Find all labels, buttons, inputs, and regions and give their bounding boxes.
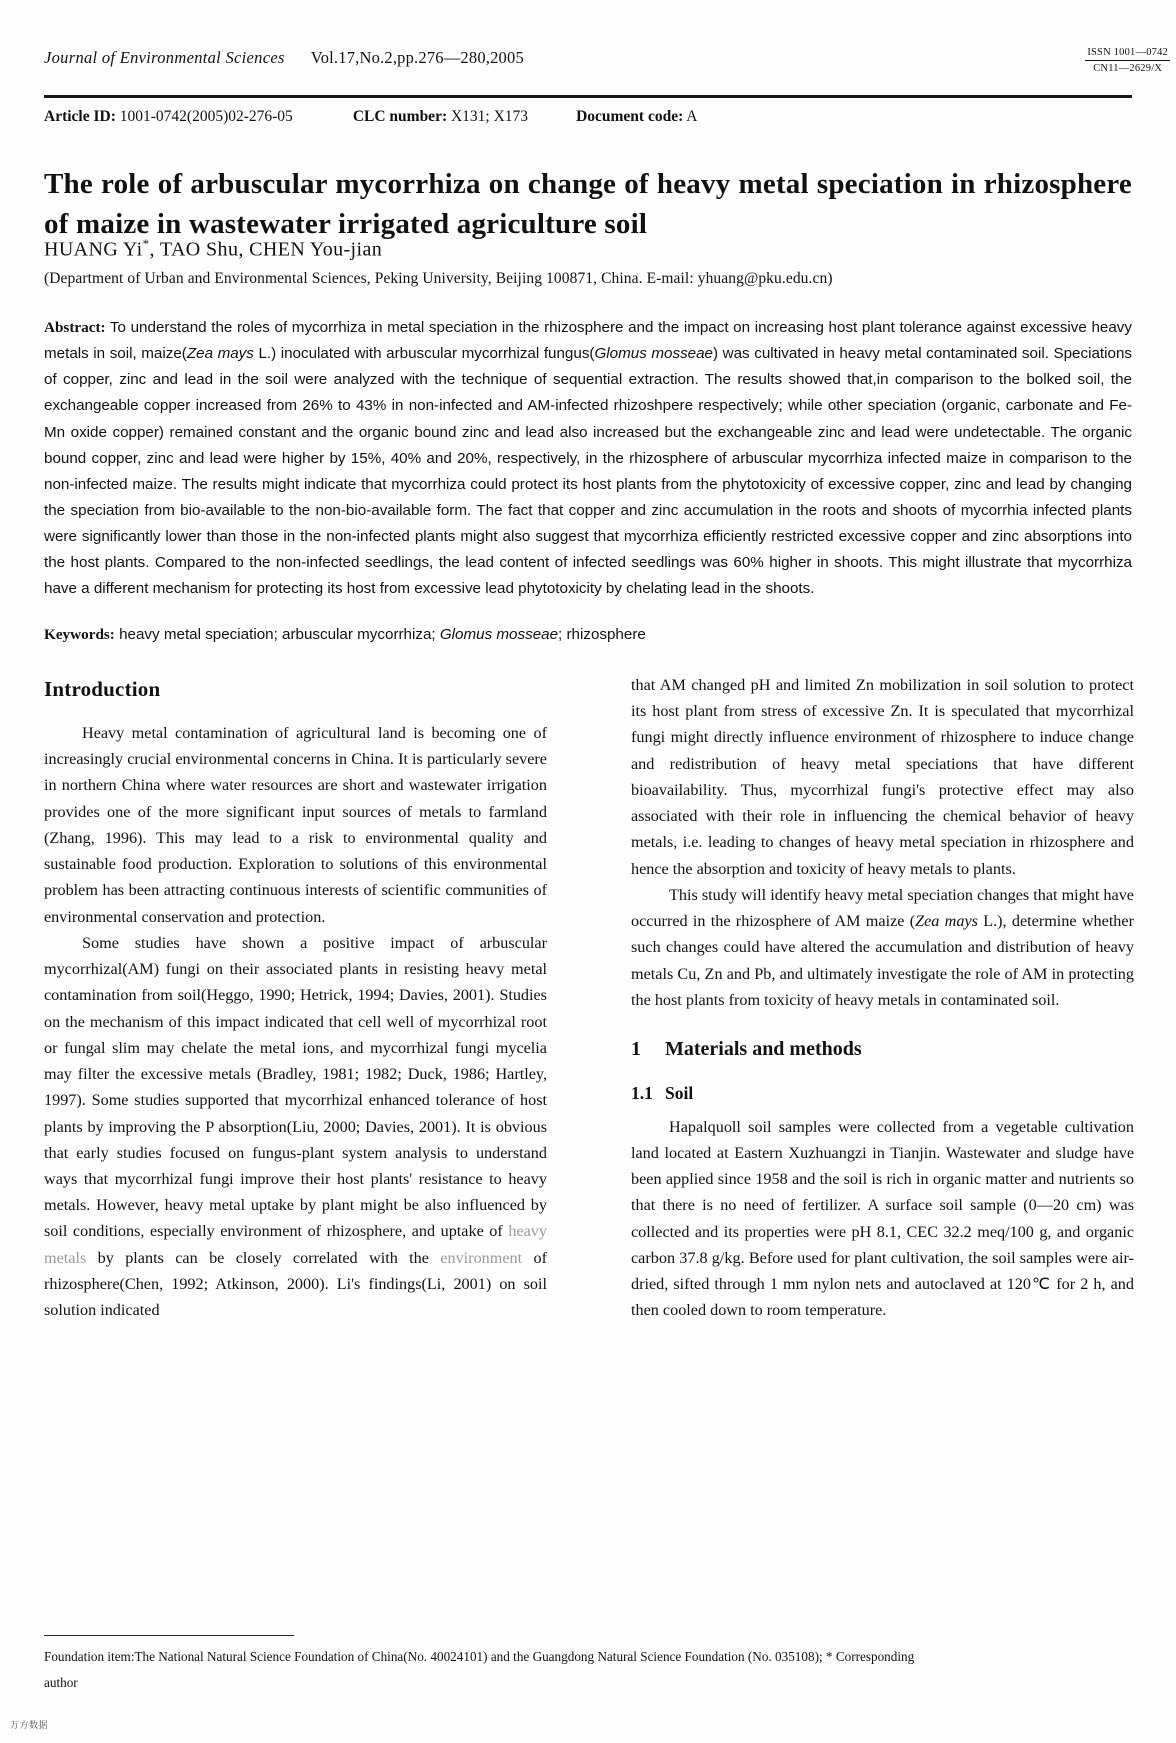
author-first: HUANG Yi (44, 238, 143, 261)
paragraph: that AM changed pH and limited Zn mobilization in soil solution to protect its host plant from stress of excessive Zn. It is speculated that mycorrhizal fungi might directly influence environment of rhizosphere to induce change and redistribution of heavy metal speciations that have different bioavailability. Thus, mycorrhizal fungi's protective effect may also associated with their role in influencing the chemical behavior of heavy metals, i.e. leading to changes of heavy metal speciation in rhizosphere and hence the absorption and toxicity of heavy metals to plants. (631, 676, 1134, 878)
cn-number: CN11—2629/X (1093, 63, 1163, 75)
left-column (44, 672, 547, 1323)
species-name-glomus: Glomus mosseae (594, 345, 714, 363)
volume-info: Vol.17,No.2,pp.276—280,2005 (310, 48, 524, 67)
keywords-species: Glomus mosseae (439, 626, 559, 643)
species-name-zea: Zea mays (186, 345, 254, 363)
article-id (44, 108, 293, 126)
subsection-title: Soil (665, 1083, 694, 1104)
paragraph-part: L.), determine whether such changes could have altered the accumulation and distribution of heavy metals Cu, Zn and Pb, and ultimately investigate the role of AM in protecting the host plants from toxicity of heavy metals in contaminated soil. (631, 912, 1134, 1009)
article-id-label: Article ID: (44, 108, 116, 125)
author-rest: , TAO Shu, CHEN You-jian (149, 238, 383, 261)
section-title: Materials and methods (665, 1038, 862, 1061)
keywords-text-1: heavy metal speciation; arbuscular mycorrhiza; (114, 626, 440, 643)
abstract-text-2: L.) inoculated with arbuscular mycorrhizal fungus( (253, 345, 595, 363)
clc-number (353, 108, 528, 126)
corresponding-marker: * (142, 236, 150, 251)
faded-text: heavy metals (44, 1222, 547, 1267)
page-title: The role of arbuscular mycorrhiza on change of heavy metal speciation in rhizosphere of maize in wastewater irrigated agriculture soil (44, 168, 1132, 241)
abstract-text-1: To understand the roles of mycorrhiza in metal speciation in the rhizosphere and the impact on increasing host plant tolerance against excessive heavy metals in soil, maize( (44, 319, 1132, 363)
faded-text: environment (440, 1248, 523, 1267)
doccode-value: A (686, 108, 698, 125)
article-id-value: 1001-0742(2005)02-276-05 (119, 108, 293, 125)
header-rule (44, 95, 1132, 98)
document-code (576, 108, 697, 126)
abstract-text-3: ) was cultivated in heavy metal contaminated soil. Speciations of copper, zinc and lead in the soil were analyzed with the technique of sequential extraction. The results showed that,in comparison to the bolked soil, the exchangeable copper increased from 26% to 43% in non-infected and AM-infected rhizoshpere respectively; while other speciation (organic, carbonate and Fe-Mn oxide copper) remained constant and the organic bound zinc and lead also increased but the exchangeable zinc and lead were undetectable. The organic bound copper, zinc and lead were higher by 15%, 40% and 20%, respectively, in the rhizosphere of arbuscular mycorrhiza infected maize in comparison to the non-infected maize. The results might indicate that mycorrhiza could protect its host plants from the phytotoxicity of excessive copper, zinc and lead by changing the speciation from bio-available to the non-bio-available form. The fact that copper and zinc accumulation in the roots and shoots of mycorrhia infected plants were significantly lower than those in the non-infected plants might also suggest that mycorrhiza efficiently restricted excessive copper and zinc absorptions into the host plants. Compared to the non-infected seedlings, the lead content of infected seedlings was 60% higher in shoots. This might illustrate that mycorrhiza have a different mechanism for protecting its host from excessive lead phytotoxicity by chelating lead in the shoots. (44, 345, 1132, 598)
paragraph (631, 882, 1134, 1013)
keywords (44, 622, 1132, 648)
subsection-heading-soil (631, 1079, 1134, 1107)
doccode-label: Document code: (576, 108, 684, 125)
body-columns (44, 672, 1134, 1442)
right-column (631, 672, 1134, 1324)
issn-number: ISSN 1001—0742 (1085, 46, 1170, 61)
paragraph-part: Some studies have shown a positive impact of arbuscular mycorrhizal(AM) fungi on their associated plants in resisting heavy metal contamination from soil(Heggo, 1990; Hetrick, 1994; Davies, 2001). Studies on the mechanism of this impact indicated that cell well of mycorrhizal root or fungal slim may chelate the metal ions, and mycorrhizal fungi mycelia may filter the excessive metals (Bradley, 1981; 1982; Duck, 1986; Hartley, 1997). Some studies supported that mycorrhizal enhanced tolerance of host plants by improving the P absorption(Liu, 2000; Davies, 2001). It is obvious that early studies focused on fungus-plant system analysis to understand ways that mycorrhizal fungi improve their host plants' resistance to heavy metals. However, heavy metal uptake by plant might be also influenced by soil conditions, especially environment of rhizosphere, and uptake of (44, 933, 547, 1241)
species-name-zea: Zea mays (915, 912, 978, 931)
paragraph: Heavy metal contamination of agricultural land is becoming one of increasingly crucial environmental concerns in China. It is particularly severe in northern China where water resources are short and wastewater irrigation provides one of the more significant input sources of metals to farmland (Zhang, 1996). This may lead to a risk to environmental quality and sustainable food production. Exploration to solutions of this environmental problem has been attracting continuous interests of scientific communities of environmental conservation and protection. (44, 724, 547, 926)
clc-label: CLC number: (352, 108, 448, 125)
keywords-label: Keywords: (44, 626, 115, 643)
issn-block (1085, 46, 1170, 75)
keywords-text-2: ; rhizosphere (558, 626, 646, 643)
paragraph-part: This study will identify heavy metal speciation changes that might have occurred in the rhizosphere of AM maize ( (631, 885, 1134, 931)
section-heading-materials-and-methods (631, 1033, 1134, 1065)
footnote-continuation: author (44, 1675, 78, 1690)
section-number: 1 (631, 1038, 641, 1061)
paragraph-part: by plants can be closely correlated with the (86, 1248, 441, 1267)
running-head (44, 48, 1134, 82)
section-heading-introduction: Introduction (44, 677, 161, 701)
footnote-rule (44, 1635, 294, 1636)
clc-value: X131; X173 (450, 108, 529, 125)
author-list (44, 236, 1132, 262)
paragraph (44, 930, 547, 1324)
article-meta-line (44, 108, 1134, 126)
footnote-foundation-item: Foundation item:The National Natural Science Foundation of China(No. 40024101) and the Guangdong Natural Science Foundation (No. 035108); * Corresponding (44, 1649, 915, 1664)
journal-name: Journal of Environmental Sciences (44, 48, 285, 67)
abstract-label: Abstract: (44, 319, 106, 336)
paragraph: Hapalquoll soil samples were collected from a vegetable cultivation land located at Eastern Xuzhuangzi in Tianjin. Wastewater and sludge have been applied since 1958 and the soil is rich in organic matter and nutrients so that there is no need of fertilizer. A surface soil sample (0—20 cm) was collected and its properties were pH 8.1, CEC 32.2 meq/100 g, and organic carbon 37.8 g/kg. Before used for plant cultivation, the soil samples were air-dried, sifted through 1 mm nylon nets and autoclaved at 120℃ for 2 h, and then cooled down to room temperature. (631, 1117, 1134, 1320)
scan-watermark: 万方数据 (10, 1721, 49, 1731)
subsection-number: 1.1 (631, 1083, 653, 1104)
affiliation: (Department of Urban and Environmental Sciences, Peking University, Beijing 100871, China. E-mail: yhuang@pku.edu.cn) (44, 270, 833, 287)
abstract (44, 315, 1132, 603)
paragraph-part: of rhizosphere(Chen, 1992; Atkinson, 2000). Li's findings(Li, 2001) on soil solution indicated (44, 1248, 547, 1320)
